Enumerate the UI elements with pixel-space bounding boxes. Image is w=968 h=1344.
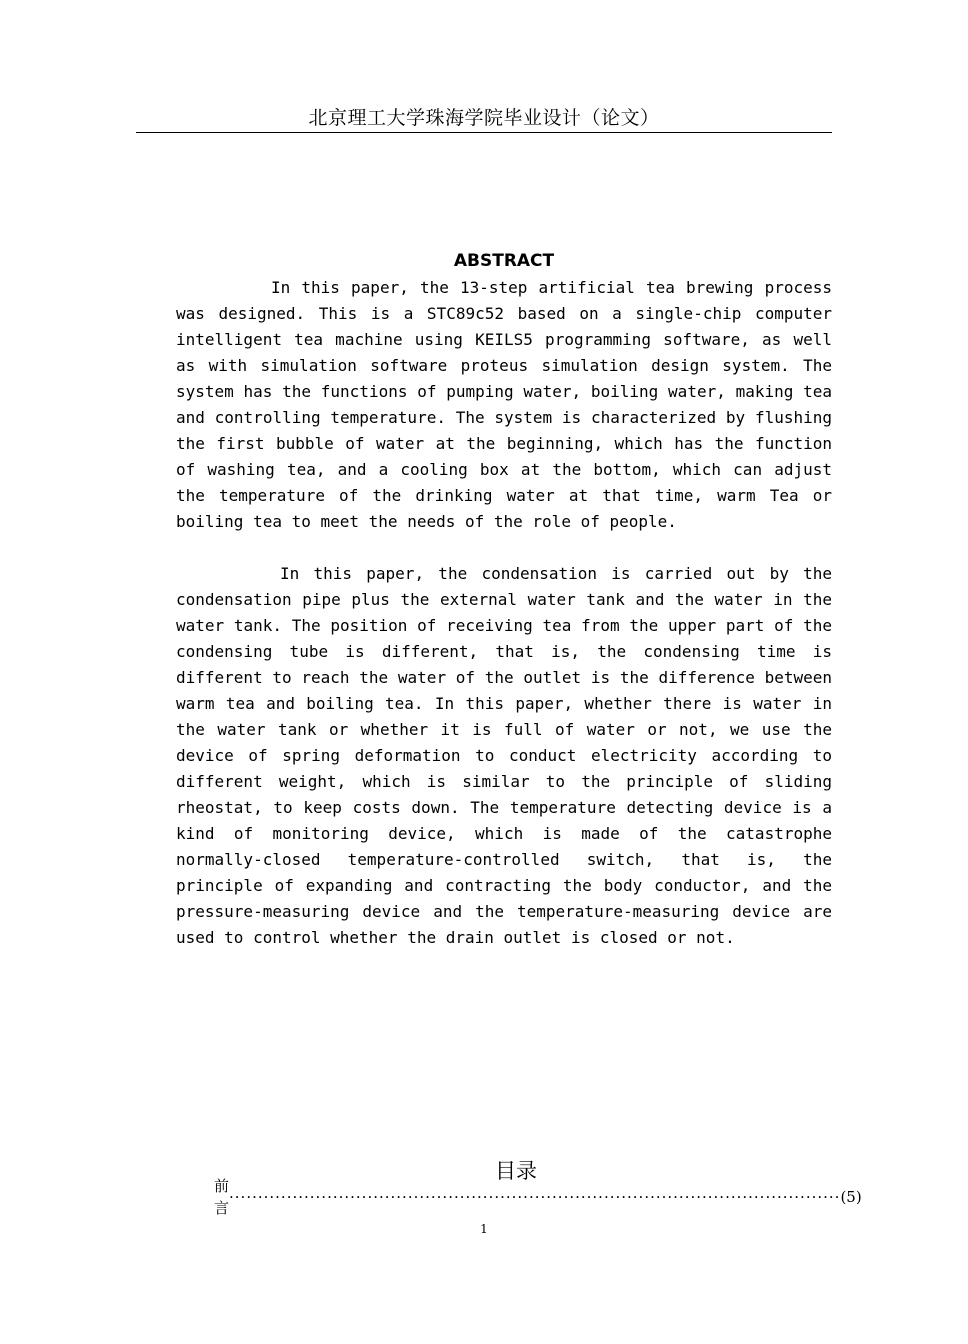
text-line: In this paper, the condensation is carried out by the xyxy=(280,564,832,583)
abstract-paragraph-1 xyxy=(176,275,832,535)
text-line: kind of monitoring device, which is made of the catastrophe xyxy=(176,824,832,843)
text-line: the temperature of the drinking water at that time, warm Tea or xyxy=(176,486,832,505)
text-line: the water tank or whether it is full of water or not, we use the xyxy=(176,720,832,739)
text-line: of washing tea, and a cooling box at the bottom, which can adjust xyxy=(176,460,832,479)
text-line: In this paper, the 13-step artificial tea brewing process xyxy=(271,278,832,297)
text-line: pressure-measuring device and the temperature-measuring device are xyxy=(176,902,832,921)
text-line: and controlling temperature. The system is characterized by flushing xyxy=(176,408,832,427)
text-line: principle of expanding and contracting the body conductor, and the xyxy=(176,876,832,895)
page-header: 北京理工大学珠海学院毕业设计（论文） xyxy=(136,104,832,133)
toc-title: 目录 xyxy=(495,1159,537,1183)
text-line: boiling tea to meet the needs of the role of people. xyxy=(176,512,677,531)
text-line: rheostat, to keep costs down. The temperature detecting device is a xyxy=(176,798,832,817)
text-line: warm tea and boiling tea. In this paper, whether there is water in xyxy=(176,694,832,713)
toc-entry-preface[interactable] xyxy=(214,1177,862,1217)
text-line: system has the functions of pumping water, boiling water, making tea xyxy=(176,382,832,401)
text-line: condensing tube is different, that is, the condensing time is xyxy=(176,642,832,661)
text-line: normally-closed temperature-controlled switch, that is, the xyxy=(176,850,832,869)
page-number: 1 xyxy=(480,1222,488,1236)
text-line: used to control whether the drain outlet is closed or not. xyxy=(176,928,735,947)
toc-entry-page: (5) xyxy=(840,1188,862,1206)
abstract-paragraph-2 xyxy=(176,561,832,951)
text-line: condensation pipe plus the external water tank and the water in the xyxy=(176,590,832,609)
text-line: different weight, which is similar to the principle of sliding xyxy=(176,772,832,791)
text-line: intelligent tea machine using KEILS5 programming software, as well xyxy=(176,330,832,349)
toc-leader-dots: ·········································································································· xyxy=(229,1188,841,1206)
text-line: different to reach the water of the outlet is the difference between xyxy=(176,668,832,687)
text-line: was designed. This is a STC89c52 based on a single-chip computer xyxy=(176,304,832,323)
abstract-title: ABSTRACT xyxy=(453,251,555,271)
text-line: water tank. The position of receiving tea from the upper part of the xyxy=(176,616,832,635)
toc-entry-label: 前言 xyxy=(214,1177,230,1217)
text-line: as with simulation software proteus simulation design system. The xyxy=(176,356,832,375)
text-line: the first bubble of water at the beginning, which has the function xyxy=(176,434,832,453)
text-line: device of spring deformation to conduct electricity according to xyxy=(176,746,832,765)
